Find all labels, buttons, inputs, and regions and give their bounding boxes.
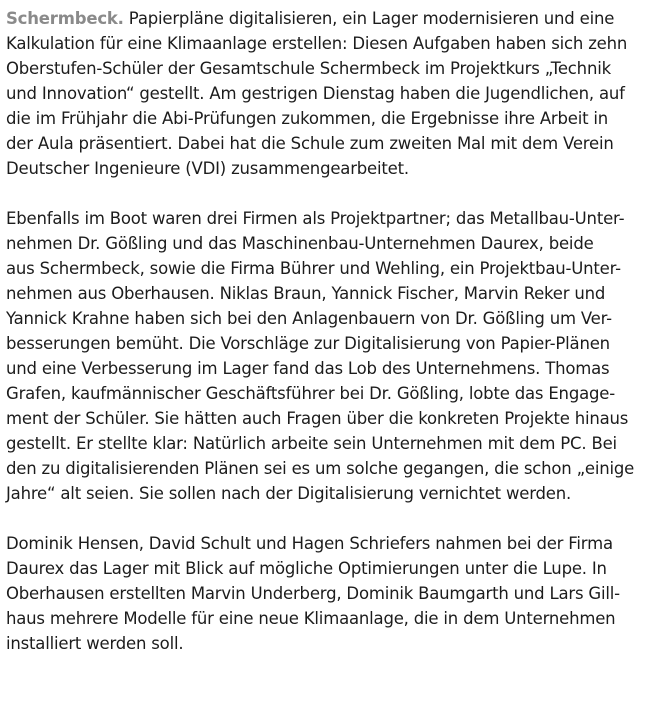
paragraph-line: Daurex das Lager mit Blick auf mögliche Optimierungen unter die Lupe. In: [6, 559, 607, 578]
paragraph-line: nehmen aus Oberhausen. Niklas Braun, Yannick Fischer, Marvin Reker und: [6, 284, 606, 303]
paragraph-line: der Aula präsentiert. Dabei hat die Schule zum zweiten Mal mit dem Verein: [6, 134, 614, 153]
paragraph-line: Deutscher Ingenieure (VDI) zusammengearbeitet.: [6, 159, 409, 178]
paragraph-line: nehmen Dr. Gößling und das Maschinenbau-Unternehmen Daurex, beide: [6, 234, 594, 253]
paragraph-line-text: Papierpläne digitalisieren, ein Lager modernisieren und eine: [123, 9, 615, 28]
paragraph-line: und Innovation“ gestellt. Am gestrigen Dienstag haben die Jugendlichen, auf: [6, 84, 625, 103]
paragraph-line: ment der Schüler. Sie hätten auch Fragen über die konkreten Projekte hinaus: [6, 409, 629, 428]
paragraph-line: die im Frühjahr die Abi-Prüfungen zukommen, die Ergebnisse ihre Arbeit in: [6, 109, 609, 128]
paragraph-line: und eine Verbesserung im Lager fand das Lob des Unternehmens. Thomas: [6, 359, 610, 378]
dateline: Schermbeck.: [6, 9, 124, 28]
paragraph-line: den zu digitalisierenden Plänen sei es um solche gegangen, die schon „einige: [6, 459, 635, 478]
paragraph-2: [6, 206, 652, 506]
paragraph-line: Grafen, kaufmännischer Geschäftsführer bei Dr. Gößling, lobte das Engage-: [6, 384, 615, 403]
paragraph-line: Jahre“ alt seien. Sie sollen nach der Digitalisierung vernichtet werden.: [6, 484, 572, 503]
paragraph-line: installiert werden soll.: [6, 634, 184, 653]
paragraph-line: Oberhausen erstellten Marvin Underberg, Dominik Baumgarth und Lars Gill-: [6, 584, 620, 603]
paragraph-line: aus Schermbeck, sowie die Firma Bührer und Wehling, ein Projektbau-Unter-: [6, 259, 621, 278]
paragraph-3: [6, 531, 652, 656]
paragraph-line: besserungen bemüht. Die Vorschläge zur Digitalisierung von Papier-Plänen: [6, 334, 610, 353]
paragraph-line: Oberstufen-Schüler der Gesamtschule Schermbeck im Projektkurs „Technik: [6, 59, 611, 78]
paragraph-line: [6, 6, 652, 31]
paragraph-line: Dominik Hensen, David Schult und Hagen Schriefers nahmen bei der Firma: [6, 534, 613, 553]
paragraph-1: [6, 6, 652, 181]
paragraph-line: Ebenfalls im Boot waren drei Firmen als Projektpartner; das Metallbau-Unter-: [6, 209, 625, 228]
paragraph-line: Kalkulation für eine Klimaanlage erstellen: Diesen Aufgaben haben sich zehn: [6, 34, 628, 53]
paragraph-line: Yannick Krahne haben sich bei den Anlagenbauern von Dr. Gößling um Ver-: [6, 309, 612, 328]
paragraph-line: haus mehrere Modelle für eine neue Klimaanlage, die in dem Unternehmen: [6, 609, 616, 628]
paragraph-line: gestellt. Er stellte klar: Natürlich arbeite sein Unternehmen mit dem PC. Bei: [6, 434, 617, 453]
